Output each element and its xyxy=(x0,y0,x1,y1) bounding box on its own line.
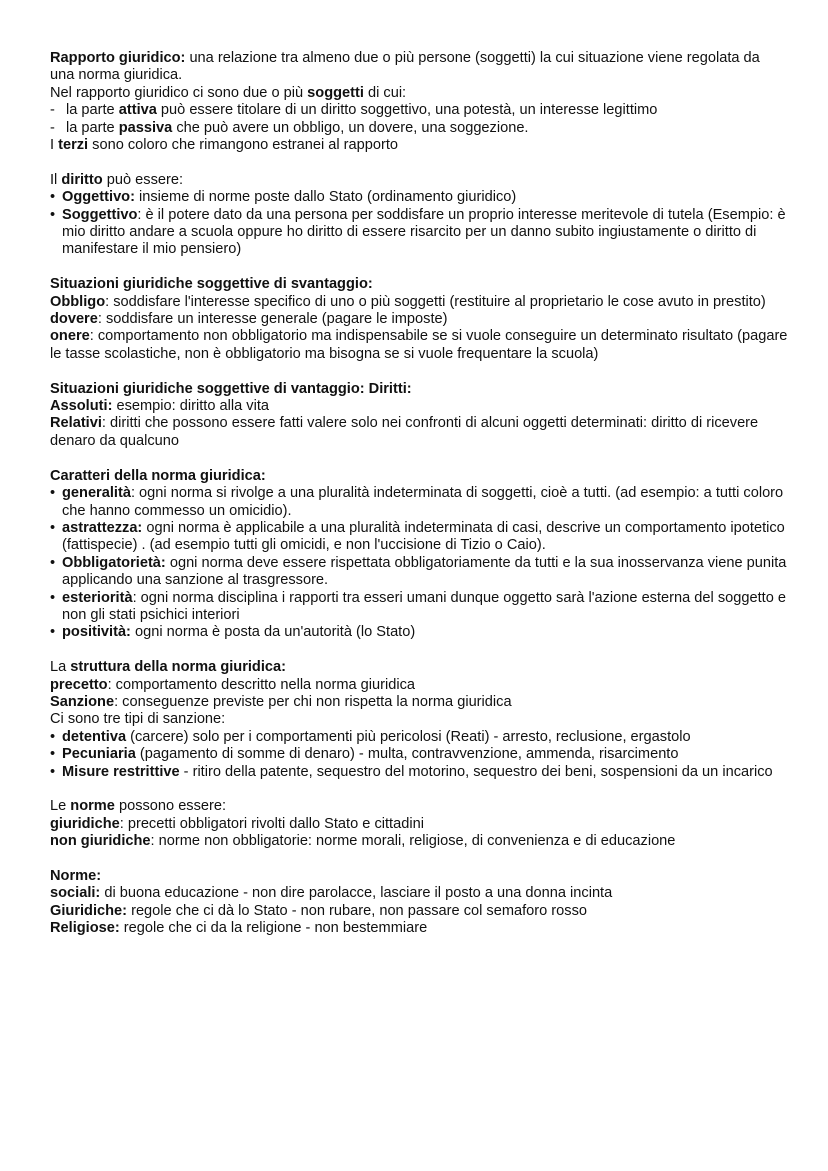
term-onere: onere xyxy=(50,328,90,345)
text-religiose-desc: regole che ci da la religione - non bestemmiare xyxy=(119,920,428,937)
text-passiva-intro: la parte xyxy=(66,119,119,136)
paragraph-giuridiche xyxy=(50,816,788,833)
term-religiose: Religiose: xyxy=(50,920,120,937)
text-positivita-desc: ogni norma è posta da un'autorità (lo Stato) xyxy=(130,624,416,641)
text-pecuniaria-desc: (pagamento di somme di denaro) - multa, contravvenzione, ammenda, risarcimento xyxy=(135,746,679,763)
text-esteriorita-desc: : ogni norma disciplina i rapporti tra esseri umani dunque oggetto sarà l'azione esterna del soggetto e non gli stati psichici interiori xyxy=(62,589,786,623)
paragraph-terzi xyxy=(50,137,788,154)
bullet-misure-restrittive xyxy=(50,764,788,781)
paragraph-tipi-sanzione: Ci sono tre tipi di sanzione: xyxy=(50,711,226,728)
term-positivita: positività: xyxy=(62,624,131,641)
text-relativi-desc: : diritti che possono essere fatti valere solo nei confronti di alcuni oggetti determinati: diritto di ricevere denaro da qualcuno xyxy=(50,415,759,449)
paragraph-giuridiche-esempio xyxy=(50,903,788,920)
heading-norme-tipi xyxy=(50,798,788,815)
term-precetto: precetto xyxy=(50,676,108,693)
text-sociali-desc: di buona educazione - non dire parolacce, lasciare il posto a una donna incinta xyxy=(100,885,613,902)
bullet-astrattezza xyxy=(50,520,788,555)
bullet-obbligatorieta xyxy=(50,555,788,590)
text-terzi-desc: sono coloro che rimangono estranei al rapporto xyxy=(88,137,399,154)
text-non-giuridiche-desc: : norme non obbligatorie: norme morali, religiose, di convenienza e di educazione xyxy=(150,833,676,850)
bullet-esteriorita xyxy=(50,590,788,625)
section-caratteri xyxy=(50,468,788,642)
text-diritto-intro: Il xyxy=(50,171,62,188)
text-norme-tail: possono essere: xyxy=(114,798,227,815)
term-esteriorita: esteriorità xyxy=(62,589,133,606)
bullet-pecuniaria xyxy=(50,746,788,763)
term-astrattezza: astrattezza: xyxy=(62,519,143,536)
heading-caratteri-text: Caratteri della norma giuridica: xyxy=(50,467,266,484)
paragraph-rapporto-definition xyxy=(50,50,788,85)
dash-marker: - xyxy=(50,102,55,119)
text-passiva-desc: che può avere un obbligo, un dovere, una soggezione. xyxy=(172,119,529,136)
heading-vantaggio xyxy=(50,381,788,398)
text-astrattezza-desc: ogni norma è applicabile a una pluralità indeterminata di casi, descrive un comportamento ipotetico (fattispecie) . (ad esempio tutti gli omicidi, e non l'uccisione di Tizio o Caio). xyxy=(62,519,785,554)
paragraph-sociali xyxy=(50,885,788,902)
term-misure-restrittive: Misure restrittive xyxy=(62,763,180,780)
section-svantaggio xyxy=(50,276,788,363)
paragraph-religiose xyxy=(50,920,788,937)
heading-diritto xyxy=(50,172,788,189)
term-obbligo: Obbligo xyxy=(50,293,106,310)
heading-norme-text: Norme: xyxy=(50,867,102,884)
section-norme-tipi xyxy=(50,798,788,850)
section-vantaggio xyxy=(50,381,788,451)
dash-item-parte-attiva xyxy=(50,102,788,119)
heading-struttura xyxy=(50,659,788,676)
text-attiva-desc: può essere titolare di un diritto soggettivo, una potestà, un interesse legittimo xyxy=(156,102,658,119)
text-soggetti-tail: di cui: xyxy=(363,84,407,101)
paragraph-dovere xyxy=(50,311,788,328)
section-struttura xyxy=(50,659,788,781)
paragraph-soggetti xyxy=(50,85,788,102)
term-terzi: terzi xyxy=(58,137,89,154)
section-rapporto-giuridico xyxy=(50,50,788,154)
paragraph-non-giuridiche xyxy=(50,833,788,850)
paragraph-relativi xyxy=(50,415,788,450)
paragraph-sanzione xyxy=(50,694,788,711)
term-rapporto-giuridico: Rapporto giuridico: xyxy=(50,50,186,66)
term-norme: norme xyxy=(70,798,115,815)
text-giuridiche-desc: : precetti obbligatori rivolti dallo Stato e cittadini xyxy=(119,815,424,832)
term-attiva: attiva xyxy=(118,102,157,119)
text-norme-intro: Le xyxy=(50,798,71,815)
term-assoluti: Assoluti: xyxy=(50,398,113,415)
paragraph-onere xyxy=(50,328,788,363)
term-sociali: sociali: xyxy=(50,885,101,902)
text-soggetti-intro: Nel rapporto giuridico ci sono due o più xyxy=(50,84,308,101)
term-passiva: passiva xyxy=(118,119,173,136)
paragraph-assoluti xyxy=(50,398,788,415)
text-oggettivo-desc: insieme di norme poste dallo Stato (ordinamento giuridico) xyxy=(134,189,517,206)
term-obbligatorieta: Obbligatorietà: xyxy=(62,554,166,571)
text-detentiva-desc: (carcere) solo per i comportamenti più pericolosi (Reati) - arresto, reclusione, ergastolo xyxy=(126,728,691,745)
term-giuridiche: giuridiche xyxy=(50,815,120,832)
term-soggetti: soggetti xyxy=(307,84,364,101)
text-terzi-intro: I xyxy=(50,137,59,154)
term-detentiva: detentiva xyxy=(62,728,127,745)
section-norme-esempi xyxy=(50,868,788,938)
term-generalita: generalità xyxy=(62,485,131,502)
heading-vantaggio-text: Situazioni giuridiche soggettive di vantaggio: Diritti: xyxy=(50,380,412,397)
text-precetto-desc: : comportamento descritto nella norma giuridica xyxy=(107,676,416,693)
bullet-detentiva xyxy=(50,729,788,746)
section-diritto xyxy=(50,172,788,259)
dash-marker: - xyxy=(50,119,55,136)
bullet-generalita xyxy=(50,485,788,520)
text-sanzione-desc: : conseguenze previste per chi non rispetta la norma giuridica xyxy=(114,693,512,710)
text-assoluti-desc: esempio: diritto alla vita xyxy=(112,398,269,415)
text-obbligatorieta-desc: ogni norma deve essere rispettata obbligatoriamente da tutti e la sua inosservanza viene punita applicando una sanzione al trasgressore. xyxy=(62,554,787,589)
bullet-positivita xyxy=(50,624,788,641)
text-obbligo-desc: : soddisfare l'interesse specifico di uno o più soggetti (restituire al proprietario le cose avuto in prestito) xyxy=(105,293,766,310)
text-diritto-tail: può essere: xyxy=(102,171,184,188)
text-misure-restrittive-desc: - ritiro della patente, sequestro del motorino, sequestro dei beni, sospensioni da un incarico xyxy=(179,763,773,780)
text-attiva-intro: la parte xyxy=(66,102,119,119)
heading-norme xyxy=(50,868,788,885)
term-non-giuridiche: non giuridiche xyxy=(50,833,151,850)
bullet-soggettivo xyxy=(50,207,788,259)
term-giuridiche-esempio: Giuridiche: xyxy=(50,902,128,919)
term-sanzione: Sanzione xyxy=(50,693,115,710)
text-struttura-intro: La xyxy=(50,659,71,676)
heading-svantaggio-text: Situazioni giuridiche soggettive di svantaggio: xyxy=(50,276,373,293)
dash-item-parte-passiva xyxy=(50,120,788,137)
term-diritto: diritto xyxy=(61,171,103,188)
term-relativi: Relativi xyxy=(50,415,102,432)
text-dovere-desc: : soddisfare un interesse generale (pagare le imposte) xyxy=(97,311,448,328)
term-oggettivo: Oggettivo: xyxy=(62,189,135,206)
heading-svantaggio xyxy=(50,276,788,293)
paragraph-precetto xyxy=(50,677,788,694)
term-pecuniaria: Pecuniaria xyxy=(62,746,136,763)
text-giuridiche-esempio-desc: regole che ci dà lo Stato - non rubare, non passare col semaforo rosso xyxy=(127,902,587,919)
text-generalita-desc: : ogni norma si rivolge a una pluralità indeterminata di soggetti, cioè a tutti. (ad esempio: a tutti coloro che hanno commesso un omicidio). xyxy=(62,485,784,519)
bullet-oggettivo xyxy=(50,189,788,206)
term-struttura: struttura della norma giuridica: xyxy=(70,659,286,676)
heading-caratteri xyxy=(50,468,788,485)
term-soggettivo: Soggettivo xyxy=(62,206,138,223)
text-onere-desc: : comportamento non obbligatorio ma indispensabile se si vuole conseguire un determinato risultato (pagare le tasse scolastiche, non è obbligatorio ma bisogna se si vuole frequentare la scuola) xyxy=(50,328,788,362)
term-dovere: dovere xyxy=(50,311,98,328)
paragraph-obbligo xyxy=(50,294,788,311)
text-soggettivo-desc: : è il potere dato da una persona per soddisfare un proprio interesse meritevole di tutela (Esempio: è mio diritto andare a scuola oppure ho diritto di essere risarcito per un danno subito ingiustamente o diritto di manifestare il mio pensiero) xyxy=(62,206,786,258)
text-rapporto-definition: una relazione tra almeno due o più persone (soggetti) la cui situazione viene regolata da una norma giuridica. xyxy=(50,50,760,84)
